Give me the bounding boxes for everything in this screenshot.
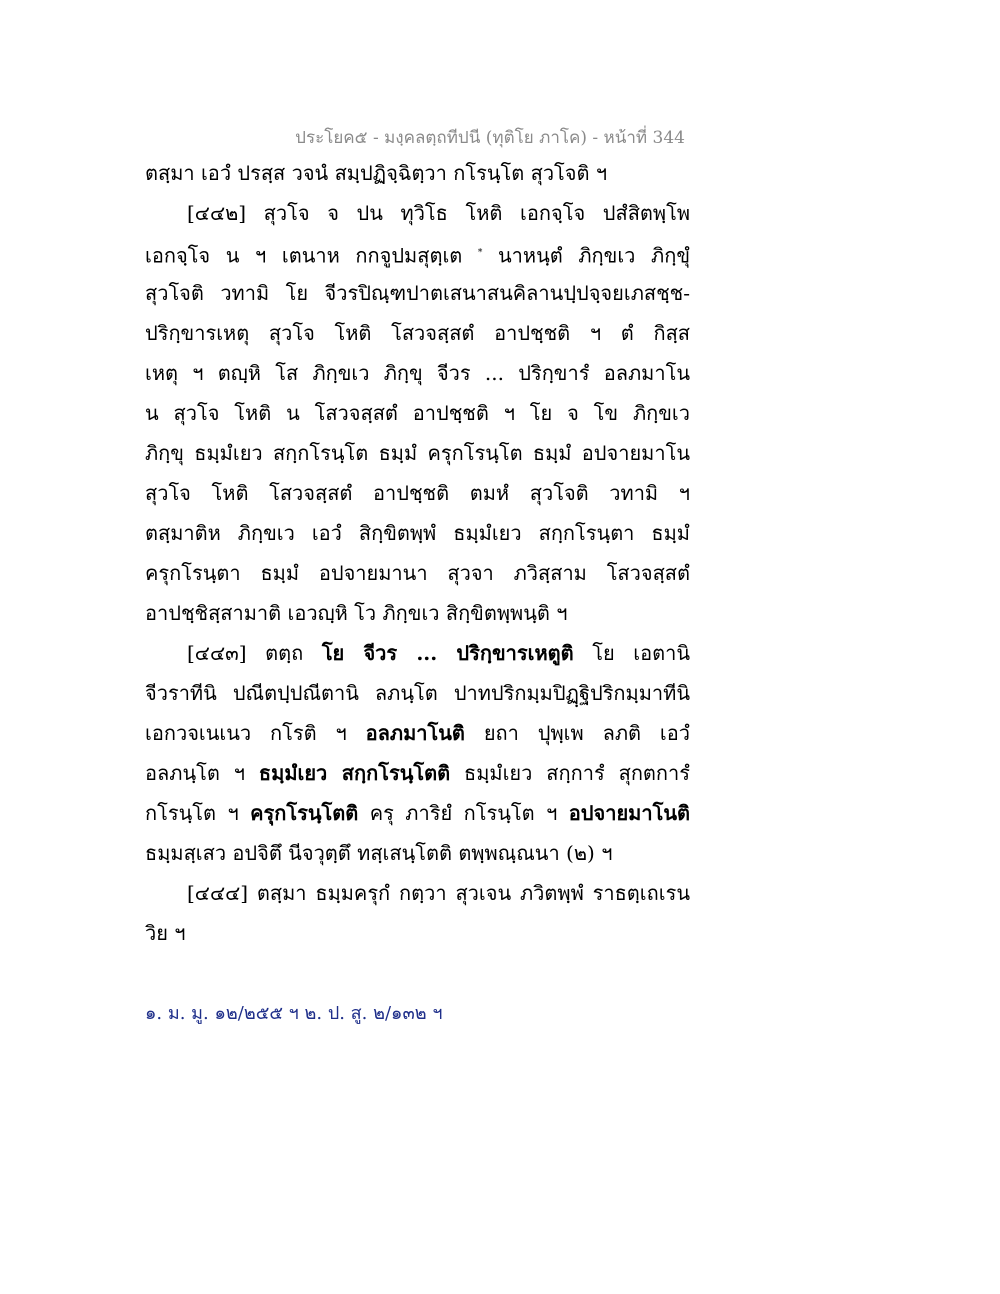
text-segment: เหตุ ฯ ตญฺหิ โส ภิกฺขเว ภิกฺขุ จีวร ... ปริกฺขารํ อลภมาโน	[145, 361, 690, 385]
text-segment: กโรนฺโต ฯ	[145, 801, 251, 825]
text-segment: เอกจฺโจ น ฯ เตนาห กกจูปมสุตฺเต	[145, 243, 478, 268]
text-line	[145, 317, 690, 357]
text-line	[145, 757, 690, 797]
text-segment: สุวโจ โหติ โสวจสฺสตํ อาปชฺชติ ตมหํ สุวโจติ วทามิ ฯ	[145, 481, 690, 505]
text-segment: ยถา ปุพฺเพ ลภติ เอวํ	[464, 721, 690, 745]
text-line	[145, 797, 690, 837]
text-line	[145, 397, 690, 437]
text-line	[145, 157, 690, 197]
text-line	[145, 437, 690, 477]
footnote-marker: *	[477, 248, 483, 258]
text-segment: ภิกฺขุ ธมฺมํเยว สกฺกโรนฺโต ธมฺมํ ครุกโรนฺโต ธมฺมํ อปจายมาโน	[145, 441, 690, 465]
text-segment: นาหนฺตํ ภิกฺขเว ภิกฺขุํ	[482, 243, 690, 268]
text-segment: ธมฺมํเยว สกฺการํ สุกตการํ	[450, 761, 690, 785]
text-segment: ตสฺมา เอวํ ปรสฺส วจนํ สมฺปฏิจฺฉิตฺวา กโรนฺโต สุวโจติ ฯ	[145, 161, 608, 185]
text-line	[145, 277, 690, 317]
text-segment: สุวโจติ วทามิ โย จีวรปิณฺฑปาตเสนาสนคิลานปฺปจฺจยเภสชฺช-	[145, 281, 690, 305]
text-segment: น สุวโจ โหติ น โสวจสฺสตํ อาปชฺชติ ฯ โย จ โข ภิกฺขเว	[145, 401, 690, 425]
text-segment: [๔๔๒] สุวโจ จ ปน ทุวิโธ โหติ เอกจฺโจ ปสํสิตพฺโพ	[187, 201, 690, 225]
text-line	[145, 197, 690, 237]
page-header: ประโยค๕ - มงฺคลตฺถทีปนี (ทุติโย ภาโค) - หน้าที่ 344	[295, 128, 685, 148]
text-line	[145, 677, 690, 717]
text-segment: [๔๔๓] ตตฺถ	[187, 641, 322, 665]
body-text	[145, 157, 690, 957]
text-segment: ครุ ภาริยํ กโรนฺโต ฯ	[358, 801, 569, 825]
footnote: ๑. ม. มู. ๑๒/๒๕๕ ฯ ๒. ป. สู. ๒/๑๓๒ ฯ	[145, 1003, 443, 1024]
text-segment: ตสฺมาติห ภิกฺขเว เอวํ สิกฺขิตพฺพํ ธมฺมํเยว สกฺกโรนฺตา ธมฺมํ	[145, 521, 690, 545]
text-line	[145, 237, 690, 277]
text-line	[145, 917, 690, 957]
text-segment: จีวราทีนิ ปณีตปฺปณีตานิ ลภนฺโต ปาทปริกมฺมปิฏฺฐิปริกมฺมาทีนิ	[145, 681, 690, 705]
text-line	[145, 637, 690, 677]
text-line	[145, 357, 690, 397]
text-line	[145, 877, 690, 917]
text-segment: ครุกโรนฺตา ธมฺมํ อปจายมานา สุวจา ภวิสฺสาม โสวจสฺสตํ	[145, 561, 690, 585]
text-segment: วิย ฯ	[145, 921, 186, 945]
text-line	[145, 597, 690, 637]
text-line	[145, 837, 690, 877]
text-segment: อาปชฺชิสฺสามาติ เอวญฺหิ โว ภิกฺขเว สิกฺขิตพฺพนฺติ ฯ	[145, 601, 568, 625]
bold-term: ธมฺมํเยว สกฺกโรนฺโตติ	[258, 761, 451, 785]
text-line	[145, 477, 690, 517]
text-line	[145, 717, 690, 757]
bold-term: อลภมาโนติ	[365, 721, 465, 745]
text-segment: ธมฺมสฺเสว อปจิตึ นีจวุตฺตึ ทสฺเสนฺโตติ ตพฺพณฺณนา (๒) ฯ	[145, 841, 613, 865]
text-segment: อลภนฺโต ฯ	[145, 761, 259, 785]
bold-term: ครุกโรนฺโตติ	[250, 801, 359, 825]
bold-term: โย จีวร ... ปริกฺขารเหตูติ	[321, 641, 574, 665]
text-line	[145, 557, 690, 597]
text-segment: [๔๔๔] ตสฺมา ธมฺมครุกํ กตฺวา สุวเจน ภวิตพฺพํ ราธตฺเถเรน	[187, 881, 690, 905]
text-line	[145, 517, 690, 557]
text-segment: เอกวจเนเนว กโรติ ฯ	[145, 721, 366, 745]
text-segment: โย เอตานิ	[573, 641, 690, 665]
text-segment: ปริกฺขารเหตุ สุวโจ โหติ โสวจสฺสตํ อาปชฺชติ ฯ ตํ กิสฺส	[145, 321, 690, 345]
bold-term: อปจายมาโนติ	[568, 801, 690, 825]
